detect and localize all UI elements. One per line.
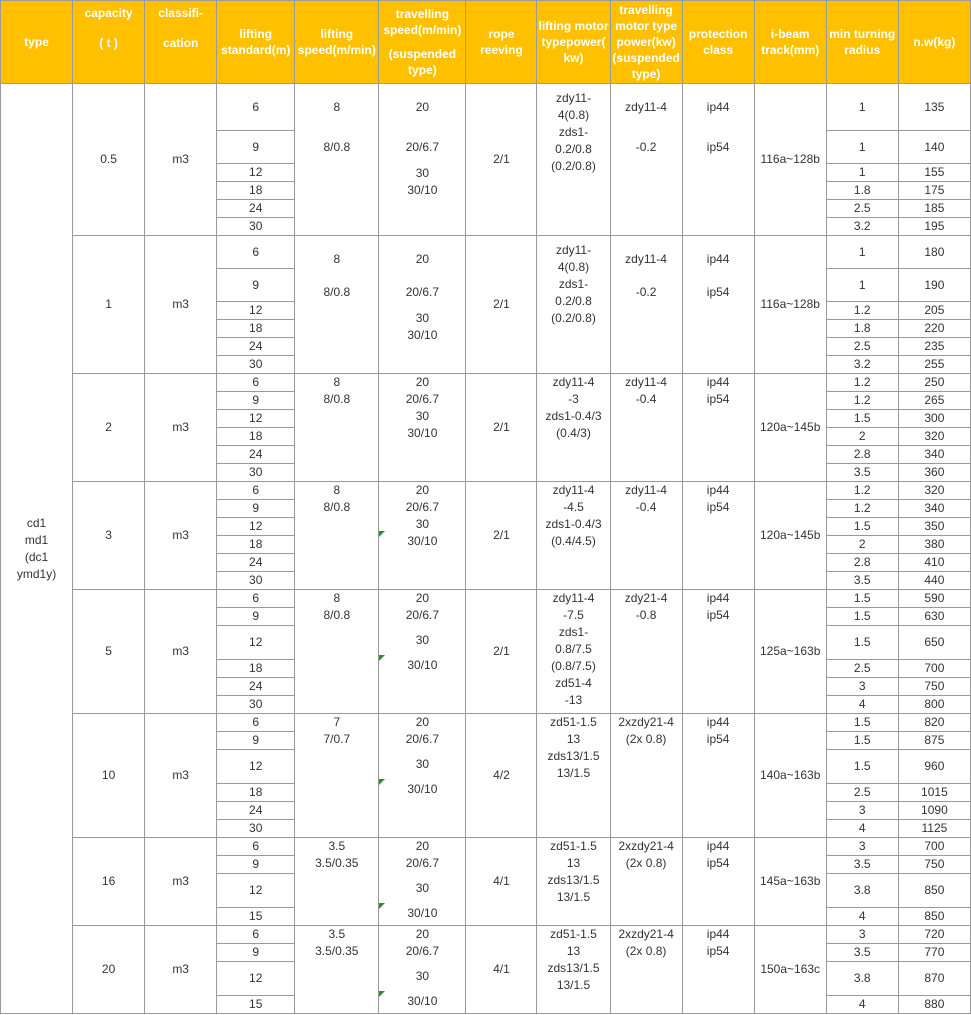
rope-reeving-cell: 4/1 <box>466 838 537 926</box>
classification-cell: m3 <box>145 838 217 926</box>
nw-cell: 1125 <box>898 820 970 838</box>
min-turning-radius-cell: 3.8 <box>826 874 898 908</box>
nw-cell: 195 <box>898 218 970 236</box>
min-turning-radius-cell: 1.2 <box>826 302 898 320</box>
ibeam-track-cell: 120a~145b <box>754 482 826 590</box>
rope-reeving-cell: 4/1 <box>466 926 537 1014</box>
min-turning-radius-cell: 3 <box>826 838 898 856</box>
travelling-motor-cell: zdy21-4 -0.8 <box>610 590 682 714</box>
nw-cell: 850 <box>898 908 970 926</box>
lifting-speed-cell: 8 8/0.8 <box>295 84 379 236</box>
rope-reeving-cell: 2/1 <box>466 236 537 374</box>
lifting-standard-cell: 9 <box>217 131 295 164</box>
lifting-standard-cell: 24 <box>217 446 295 464</box>
header-lifting-motor: lifting motor typepower( kw) <box>537 1 610 84</box>
min-turning-radius-cell: 2.5 <box>826 660 898 678</box>
lifting-standard-cell: 30 <box>217 696 295 714</box>
lifting-standard-cell: 18 <box>217 536 295 554</box>
min-turning-radius-cell: 2 <box>826 428 898 446</box>
protection-class-cell: ip44 ip54 <box>682 590 754 714</box>
min-turning-radius-cell: 3.5 <box>826 572 898 590</box>
min-turning-radius-cell: 3 <box>826 926 898 944</box>
min-turning-radius-cell: 1.5 <box>826 750 898 784</box>
lifting-standard-cell: 6 <box>217 482 295 500</box>
lifting-standard-cell: 30 <box>217 572 295 590</box>
lifting-standard-cell: 12 <box>217 164 295 182</box>
nw-cell: 320 <box>898 482 970 500</box>
table-row <box>1 590 971 608</box>
header-ibeam-track: i-beam track(mm) <box>754 1 826 84</box>
rope-reeving-cell: 2/1 <box>466 482 537 590</box>
nw-cell: 380 <box>898 536 970 554</box>
min-turning-radius-cell: 1.8 <box>826 182 898 200</box>
lifting-speed-cell: 8 8/0.8 <box>295 374 379 482</box>
lifting-standard-cell: 9 <box>217 608 295 626</box>
ibeam-track-cell: 145a~163b <box>754 838 826 926</box>
lifting-standard-cell: 18 <box>217 182 295 200</box>
header-min-turning-radius: min turning radius <box>826 1 898 84</box>
travelling-motor-cell: zdy11-4 -0.4 <box>610 374 682 482</box>
nw-cell: 175 <box>898 182 970 200</box>
min-turning-radius-cell: 1.2 <box>826 500 898 518</box>
ibeam-track-cell: 120a~145b <box>754 374 826 482</box>
table-row <box>1 482 971 500</box>
min-turning-radius-cell: 1.2 <box>826 374 898 392</box>
lifting-standard-cell: 9 <box>217 944 295 962</box>
header-protection-class: protection class <box>682 1 754 84</box>
lifting-standard-cell: 6 <box>217 714 295 732</box>
nw-cell: 235 <box>898 338 970 356</box>
classification-cell: m3 <box>145 482 217 590</box>
min-turning-radius-cell: 2.5 <box>826 338 898 356</box>
nw-cell: 720 <box>898 926 970 944</box>
protection-class-cell: ip44 ip54 <box>682 714 754 838</box>
min-turning-radius-cell: 2.5 <box>826 200 898 218</box>
lifting-standard-cell: 15 <box>217 996 295 1014</box>
nw-cell: 630 <box>898 608 970 626</box>
nw-cell: 410 <box>898 554 970 572</box>
lifting-standard-cell: 18 <box>217 428 295 446</box>
lifting-standard-cell: 15 <box>217 908 295 926</box>
protection-class-cell: ip44 ip54 <box>682 482 754 590</box>
capacity-cell: 10 <box>73 714 145 838</box>
nw-cell: 155 <box>898 164 970 182</box>
lifting-speed-cell: 3.5 3.5/0.35 <box>295 838 379 926</box>
min-turning-radius-cell: 1 <box>826 84 898 131</box>
type-cell: cd1 md1 (dc1 ymd1y) <box>1 84 73 1014</box>
header-rope-reeving: rope reeving <box>466 1 537 84</box>
min-turning-radius-cell: 3.2 <box>826 218 898 236</box>
min-turning-radius-cell: 1.5 <box>826 608 898 626</box>
nw-cell: 180 <box>898 236 970 269</box>
lifting-standard-cell: 6 <box>217 236 295 269</box>
lifting-motor-cell: zdy11-4 -3 zds1-0.4/3 (0.4/3) <box>537 374 610 482</box>
classification-cell: m3 <box>145 590 217 714</box>
nw-cell: 440 <box>898 572 970 590</box>
header-capacity: capacity ( t ) <box>73 1 145 84</box>
nw-cell: 135 <box>898 84 970 131</box>
nw-cell: 800 <box>898 696 970 714</box>
table-row <box>1 926 971 944</box>
nw-cell: 700 <box>898 838 970 856</box>
nw-cell: 1090 <box>898 802 970 820</box>
classification-cell: m3 <box>145 926 217 1014</box>
classification-cell: m3 <box>145 374 217 482</box>
lifting-motor-cell: zdy11-4 -7.5 zds1- 0.8/7.5 (0.8/7.5) zd51-4 -13 <box>537 590 610 714</box>
capacity-cell: 16 <box>73 838 145 926</box>
nw-cell: 590 <box>898 590 970 608</box>
nw-cell: 650 <box>898 626 970 660</box>
lifting-standard-cell: 6 <box>217 374 295 392</box>
capacity-cell: 3 <box>73 482 145 590</box>
lifting-motor-cell: zdy11-4 -4.5 zds1-0.4/3 (0.4/4.5) <box>537 482 610 590</box>
lifting-standard-cell: 30 <box>217 356 295 374</box>
lifting-standard-cell: 18 <box>217 320 295 338</box>
lifting-standard-cell: 9 <box>217 392 295 410</box>
capacity-cell: 0.5 <box>73 84 145 236</box>
lifting-motor-cell: zd51-1.5 13 zds13/1.5 13/1.5 <box>537 926 610 1014</box>
capacity-cell: 20 <box>73 926 145 1014</box>
lifting-speed-cell: 8 8/0.8 <box>295 590 379 714</box>
nw-cell: 265 <box>898 392 970 410</box>
travelling-speed-cell: 20 20/6.7 30 30/10 <box>379 482 466 590</box>
lifting-standard-cell: 24 <box>217 678 295 696</box>
travelling-speed-cell: 20 20/6.7 30 30/10 <box>379 590 466 714</box>
classification-cell: m3 <box>145 714 217 838</box>
table-row <box>1 236 971 269</box>
protection-class-cell: ip44 ip54 <box>682 838 754 926</box>
header-lifting-speed: lifting speed(m/min) <box>295 1 379 84</box>
lifting-standard-cell: 6 <box>217 84 295 131</box>
nw-cell: 360 <box>898 464 970 482</box>
nw-cell: 820 <box>898 714 970 732</box>
lifting-standard-cell: 6 <box>217 838 295 856</box>
nw-cell: 880 <box>898 996 970 1014</box>
nw-cell: 1015 <box>898 784 970 802</box>
min-turning-radius-cell: 1.5 <box>826 714 898 732</box>
min-turning-radius-cell: 1 <box>826 269 898 302</box>
lifting-motor-cell: zd51-1.5 13 zds13/1.5 13/1.5 <box>537 838 610 926</box>
header-lifting-standard: lifting standard(m) <box>217 1 295 84</box>
nw-cell: 700 <box>898 660 970 678</box>
ibeam-track-cell: 125a~163b <box>754 590 826 714</box>
min-turning-radius-cell: 1 <box>826 131 898 164</box>
ibeam-track-cell: 140a~163b <box>754 714 826 838</box>
lifting-motor-cell: zd51-1.5 13 zds13/1.5 13/1.5 <box>537 714 610 838</box>
ibeam-track-cell: 150a~163c <box>754 926 826 1014</box>
travelling-motor-cell: 2xzdy21-4 (2x 0.8) <box>610 926 682 1014</box>
nw-cell: 205 <box>898 302 970 320</box>
header-travelling-speed: travelling speed(m/min) (suspended type) <box>379 1 466 84</box>
min-turning-radius-cell: 2.8 <box>826 446 898 464</box>
lifting-motor-cell: zdy11- 4(0.8) zds1- 0.2/0.8 (0.2/0.8) <box>537 84 610 236</box>
min-turning-radius-cell: 1.5 <box>826 518 898 536</box>
lifting-speed-cell: 8 8/0.8 <box>295 482 379 590</box>
lifting-standard-cell: 9 <box>217 732 295 750</box>
rope-reeving-cell: 2/1 <box>466 374 537 482</box>
nw-cell: 850 <box>898 874 970 908</box>
lifting-standard-cell: 12 <box>217 302 295 320</box>
lifting-standard-cell: 9 <box>217 269 295 302</box>
min-turning-radius-cell: 3.5 <box>826 464 898 482</box>
travelling-speed-cell: 20 20/6.7 30 30/10 <box>379 838 466 926</box>
lifting-motor-cell: zdy11- 4(0.8) zds1- 0.2/0.8 (0.2/0.8) <box>537 236 610 374</box>
lifting-standard-cell: 18 <box>217 660 295 678</box>
header-type: type <box>1 1 73 84</box>
nw-cell: 220 <box>898 320 970 338</box>
travelling-speed-cell: 20 20/6.7 30 30/10 <box>379 84 466 236</box>
lifting-standard-cell: 12 <box>217 750 295 784</box>
travelling-speed-cell: 20 20/6.7 30 30/10 <box>379 374 466 482</box>
nw-cell: 320 <box>898 428 970 446</box>
travelling-motor-cell: zdy11-4 -0.2 <box>610 236 682 374</box>
table-row <box>1 84 971 131</box>
min-turning-radius-cell: 3 <box>826 678 898 696</box>
lifting-standard-cell: 24 <box>217 338 295 356</box>
min-turning-radius-cell: 3.2 <box>826 356 898 374</box>
min-turning-radius-cell: 1.5 <box>826 626 898 660</box>
lifting-standard-cell: 12 <box>217 410 295 428</box>
lifting-speed-cell: 3.5 3.5/0.35 <box>295 926 379 1014</box>
min-turning-radius-cell: 1 <box>826 164 898 182</box>
nw-cell: 750 <box>898 856 970 874</box>
min-turning-radius-cell: 3.8 <box>826 962 898 996</box>
min-turning-radius-cell: 2.5 <box>826 784 898 802</box>
travelling-motor-cell: 2xzdy21-4 (2x 0.8) <box>610 838 682 926</box>
nw-cell: 300 <box>898 410 970 428</box>
header-nw: n.w(kg) <box>898 1 970 84</box>
table-row <box>1 838 971 856</box>
lifting-standard-cell: 18 <box>217 784 295 802</box>
min-turning-radius-cell: 1.5 <box>826 590 898 608</box>
capacity-cell: 1 <box>73 236 145 374</box>
lifting-standard-cell: 6 <box>217 590 295 608</box>
min-turning-radius-cell: 2 <box>826 536 898 554</box>
protection-class-cell: ip44 ip54 <box>682 374 754 482</box>
lifting-standard-cell: 24 <box>217 200 295 218</box>
nw-cell: 750 <box>898 678 970 696</box>
min-turning-radius-cell: 3 <box>826 802 898 820</box>
nw-cell: 340 <box>898 500 970 518</box>
min-turning-radius-cell: 4 <box>826 820 898 838</box>
table-row <box>1 374 971 392</box>
min-turning-radius-cell: 3.5 <box>826 856 898 874</box>
nw-cell: 185 <box>898 200 970 218</box>
lifting-standard-cell: 12 <box>217 962 295 996</box>
nw-cell: 140 <box>898 131 970 164</box>
travelling-motor-cell: zdy11-4 -0.4 <box>610 482 682 590</box>
nw-cell: 770 <box>898 944 970 962</box>
nw-cell: 875 <box>898 732 970 750</box>
travelling-speed-cell: 20 20/6.7 30 30/10 <box>379 236 466 374</box>
travelling-speed-cell: 20 20/6.7 30 30/10 <box>379 714 466 838</box>
min-turning-radius-cell: 1.5 <box>826 732 898 750</box>
lifting-standard-cell: 24 <box>217 554 295 572</box>
capacity-cell: 5 <box>73 590 145 714</box>
nw-cell: 340 <box>898 446 970 464</box>
classification-cell: m3 <box>145 84 217 236</box>
lifting-speed-cell: 7 7/0.7 <box>295 714 379 838</box>
ibeam-track-cell: 116a~128b <box>754 84 826 236</box>
table-row <box>1 714 971 732</box>
rope-reeving-cell: 2/1 <box>466 84 537 236</box>
min-turning-radius-cell: 2.8 <box>826 554 898 572</box>
capacity-cell: 2 <box>73 374 145 482</box>
travelling-motor-cell: zdy11-4 -0.2 <box>610 84 682 236</box>
header-classification: classifi- cation <box>145 1 217 84</box>
nw-cell: 250 <box>898 374 970 392</box>
lifting-standard-cell: 12 <box>217 518 295 536</box>
min-turning-radius-cell: 1.8 <box>826 320 898 338</box>
min-turning-radius-cell: 4 <box>826 696 898 714</box>
min-turning-radius-cell: 1.5 <box>826 410 898 428</box>
lifting-standard-cell: 12 <box>217 874 295 908</box>
min-turning-radius-cell: 1 <box>826 236 898 269</box>
travelling-motor-cell: 2xzdy21-4 (2x 0.8) <box>610 714 682 838</box>
min-turning-radius-cell: 1.2 <box>826 392 898 410</box>
spec-table-body <box>1 84 971 1014</box>
lifting-standard-cell: 24 <box>217 802 295 820</box>
lifting-standard-cell: 6 <box>217 926 295 944</box>
lifting-speed-cell: 8 8/0.8 <box>295 236 379 374</box>
lifting-standard-cell: 30 <box>217 218 295 236</box>
protection-class-cell: ip44 ip54 <box>682 236 754 374</box>
protection-class-cell: ip44 ip54 <box>682 926 754 1014</box>
nw-cell: 255 <box>898 356 970 374</box>
min-turning-radius-cell: 3.5 <box>826 944 898 962</box>
rope-reeving-cell: 2/1 <box>466 590 537 714</box>
nw-cell: 870 <box>898 962 970 996</box>
nw-cell: 350 <box>898 518 970 536</box>
classification-cell: m3 <box>145 236 217 374</box>
lifting-standard-cell: 9 <box>217 856 295 874</box>
min-turning-radius-cell: 4 <box>826 996 898 1014</box>
rope-reeving-cell: 4/2 <box>466 714 537 838</box>
nw-cell: 960 <box>898 750 970 784</box>
min-turning-radius-cell: 1.2 <box>826 482 898 500</box>
nw-cell: 190 <box>898 269 970 302</box>
protection-class-cell: ip44 ip54 <box>682 84 754 236</box>
header-travelling-motor: travelling motor type power(kw) (suspended type) <box>610 1 682 84</box>
lifting-standard-cell: 12 <box>217 626 295 660</box>
lifting-standard-cell: 9 <box>217 500 295 518</box>
travelling-speed-cell: 20 20/6.7 30 30/10 <box>379 926 466 1014</box>
lifting-standard-cell: 30 <box>217 464 295 482</box>
ibeam-track-cell: 116a~128b <box>754 236 826 374</box>
lifting-standard-cell: 30 <box>217 820 295 838</box>
min-turning-radius-cell: 4 <box>826 908 898 926</box>
